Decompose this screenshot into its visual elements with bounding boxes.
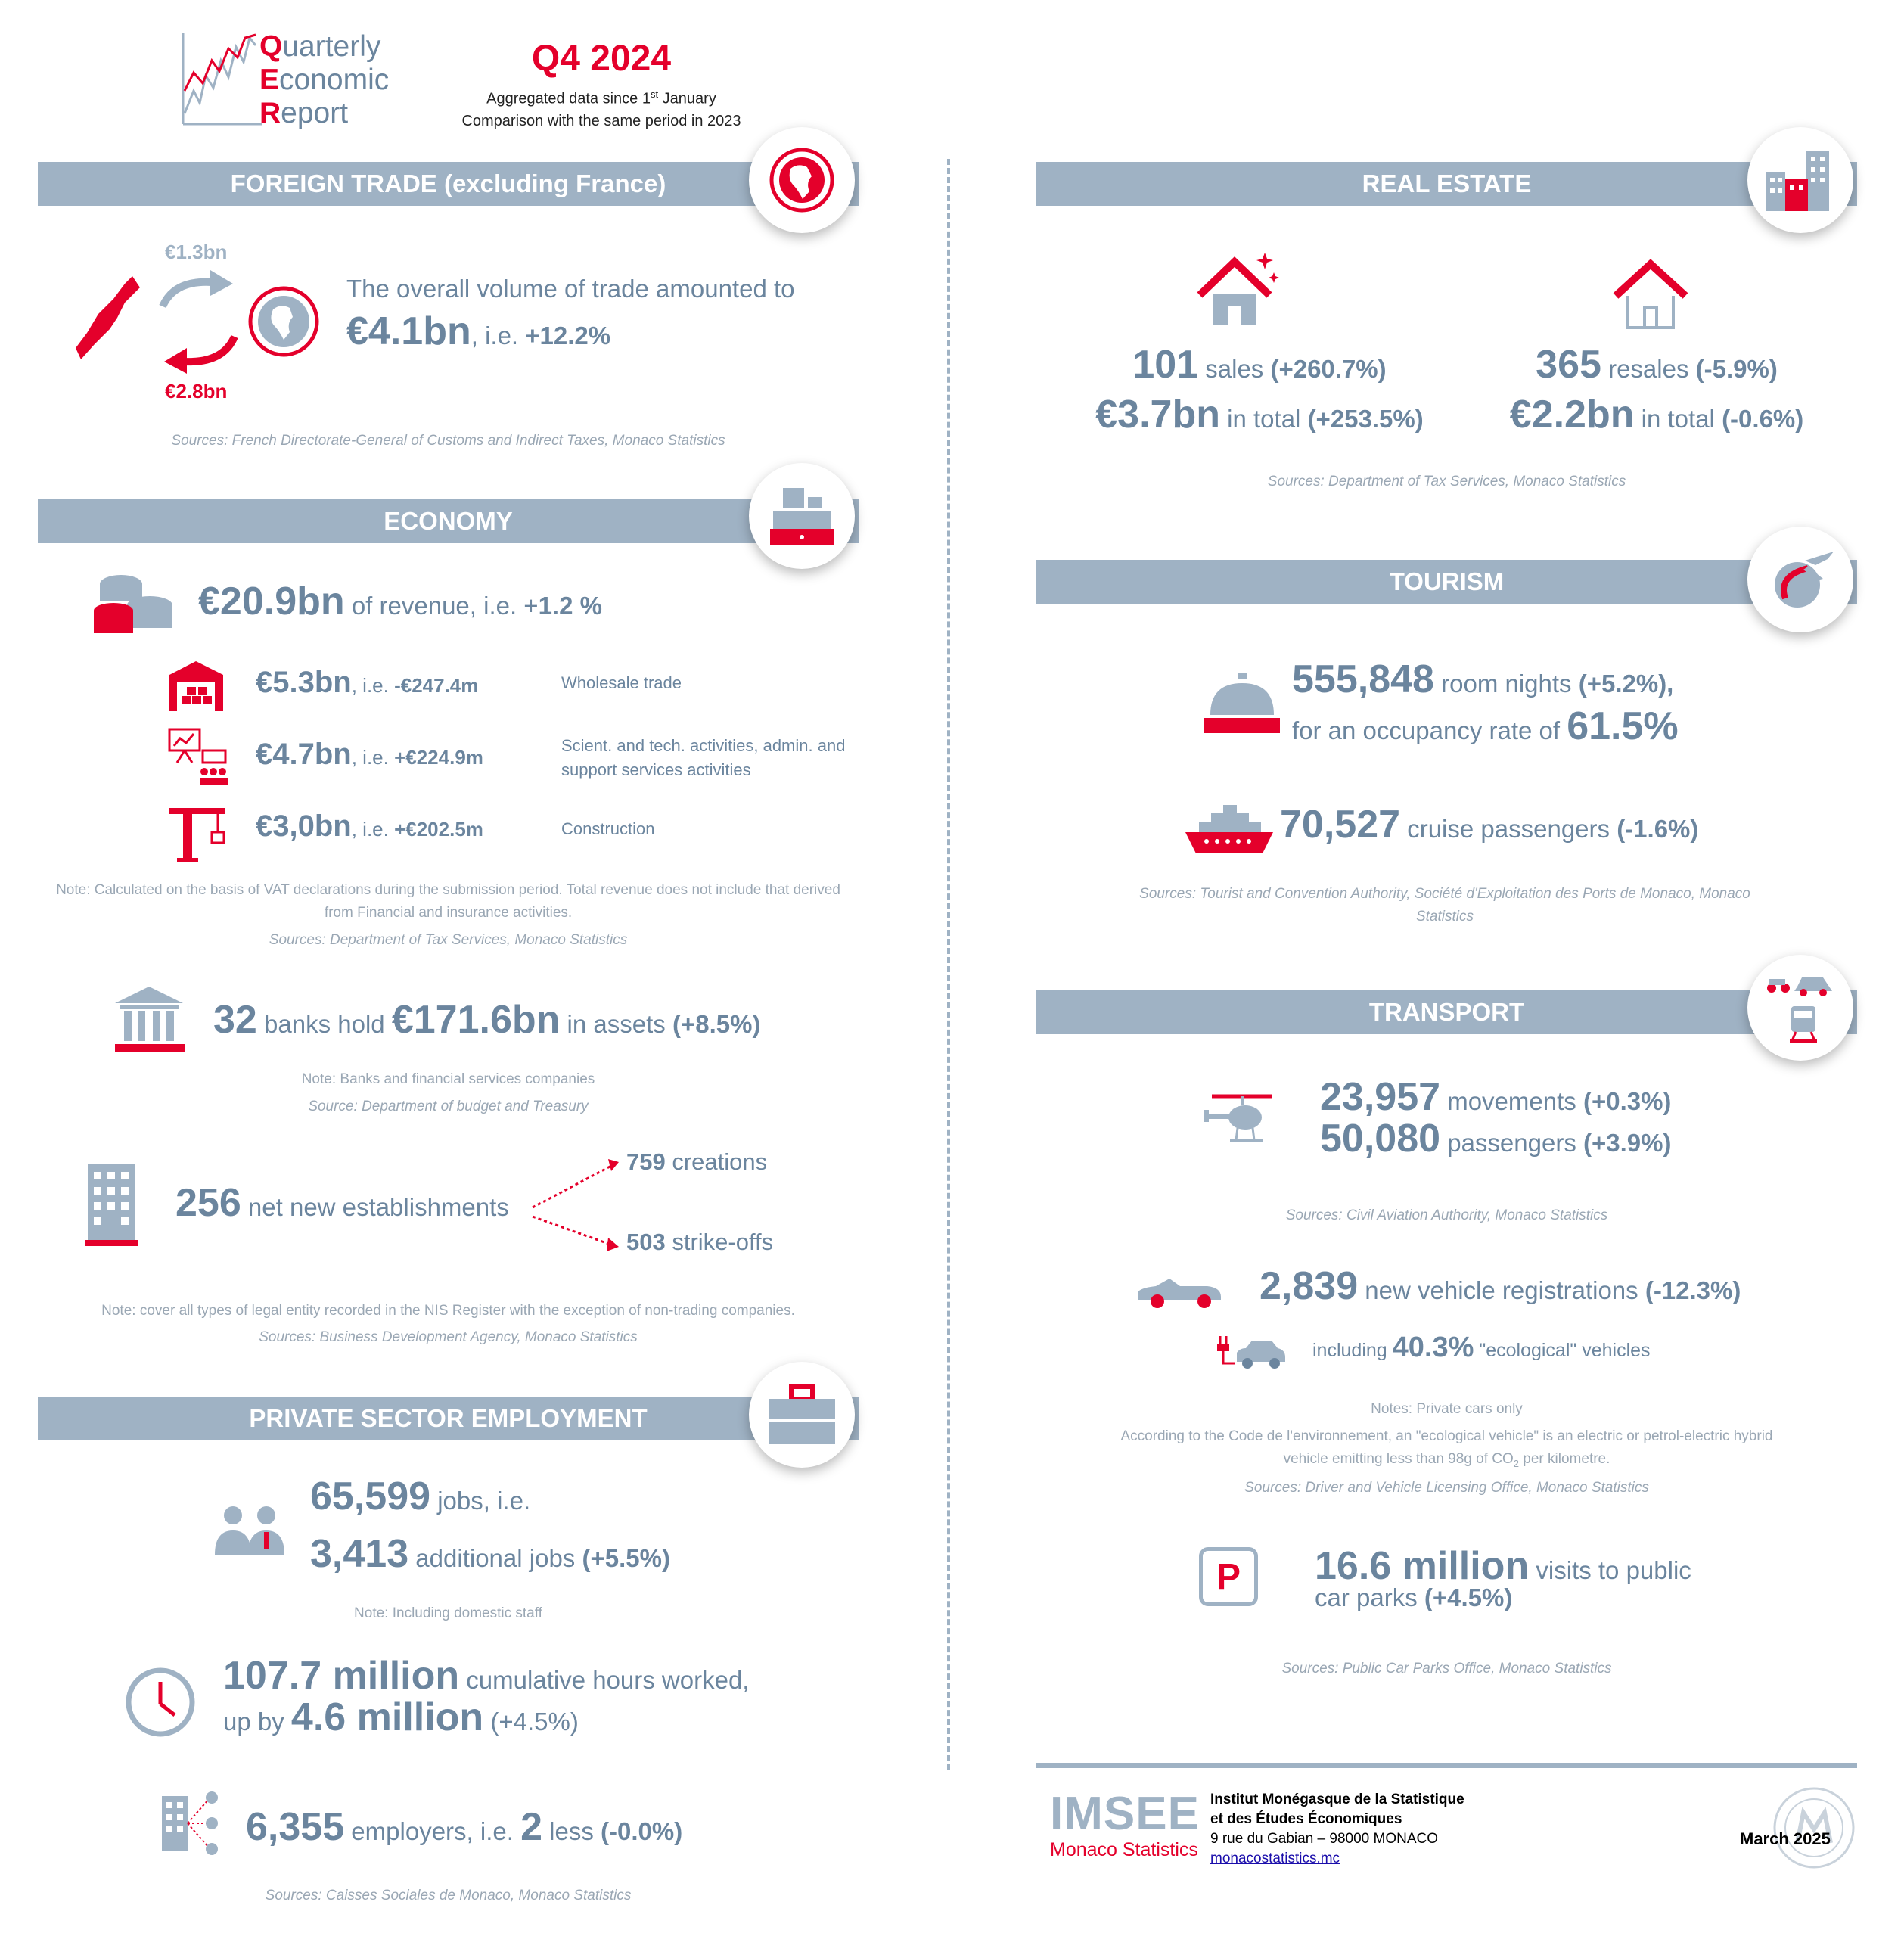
- banks-note: Note: Banks and financial services companies: [301, 1071, 595, 1087]
- economy-source: Sources: Department of Tax Services, Monaco Statistics: [269, 932, 628, 948]
- world-icon: [246, 284, 321, 359]
- footer-rule: [1036, 1763, 1857, 1768]
- import-value: €2.8bn: [165, 380, 228, 402]
- monaco-map-icon: [72, 272, 144, 363]
- report-subtitle-2: Comparison with the same period in 2023: [461, 112, 741, 129]
- org-name-2: et des Études Économiques: [1210, 1811, 1402, 1827]
- vehicles-note-2: According to the Code de l'environnement, an "ecological vehicle" is an electric or petrol-electric hybrid vehicle emitting less than 98g of $CO_2$ per kilometre.: [1120, 1428, 1773, 1469]
- vehicles-note-1: Notes: Private cars only: [1371, 1401, 1523, 1417]
- new-house-icon: [1195, 250, 1280, 329]
- report-logo: [180, 30, 422, 129]
- sales-line: 101 sales (+260.7%): [1132, 343, 1387, 387]
- logo-word-quarterly: uarterly: [282, 30, 381, 63]
- economy-revenue-line: €20.9bn of revenue, i.e. +1.2 %: [198, 580, 602, 623]
- employment-note: Note: Including domestic staff: [354, 1605, 542, 1621]
- logo-letter-r: R: [259, 97, 281, 129]
- creations-line: 759 creations: [626, 1148, 768, 1175]
- section-band-tourism: TOURISM: [1036, 560, 1857, 604]
- sector-construction-label: Construction: [561, 819, 655, 838]
- logo-word-economic: conomic: [279, 64, 390, 96]
- cash-register-section-icon: [749, 463, 855, 569]
- resale-house-icon: [1611, 253, 1690, 329]
- globe-section-icon: [749, 127, 855, 233]
- section-band-transport: TRANSPORT: [1036, 990, 1857, 1034]
- banks-source: Source: Department of budget and Treasury: [308, 1099, 589, 1114]
- sector-wholesale-value: €5.3bn, i.e. -€247.4m: [256, 666, 479, 699]
- travel-globe-section-icon: [1747, 527, 1853, 632]
- reception-bell-icon: [1203, 670, 1282, 738]
- export-arrow-icon: [159, 269, 235, 310]
- foreign-trade-source: Sources: French Directorate-General of Customs and Indirect Taxes, Monaco Statistics: [171, 433, 725, 449]
- section-band-economy: ECONOMY: [38, 499, 859, 543]
- buildings-section-icon: [1747, 127, 1853, 233]
- seal-icon: [1772, 1785, 1856, 1870]
- clock-icon: [125, 1667, 197, 1739]
- export-value: €1.3bn: [165, 241, 228, 263]
- sector-construction-value: €3,0bn, i.e. +€202.5m: [256, 810, 483, 843]
- report-date: March 2025: [1740, 1829, 1831, 1848]
- coins-icon: [91, 569, 178, 641]
- establishments-note: Note: cover all types of legal entity recorded in the NIS Register with the exception of non-trading companies.: [101, 1303, 795, 1319]
- vehicles-source: Sources: Driver and Vehicle Licensing Office, Monaco Statistics: [1244, 1480, 1649, 1496]
- movements-line: 23,957 movements (+0.3%): [1320, 1075, 1672, 1119]
- org-address: 9 rue du Gabian – 98000 MONACO: [1210, 1831, 1439, 1847]
- trade-total-line: €4.1bn, i.e. +12.2%: [346, 309, 611, 353]
- bank-icon: [113, 985, 185, 1053]
- parking-line-2: car parks (+4.5%): [1315, 1583, 1513, 1611]
- presentation-icon: [168, 728, 228, 788]
- jobs-line: 65,599 jobs, i.e.: [310, 1475, 531, 1518]
- vehicles-section-icon: [1747, 955, 1853, 1061]
- import-arrow-icon: [163, 333, 238, 374]
- report-period: Q4 2024: [531, 39, 672, 79]
- electric-car-icon: [1214, 1333, 1287, 1371]
- warehouse-icon: [168, 660, 225, 713]
- helicopter-icon: [1203, 1093, 1278, 1150]
- sector-scientific-value: €4.7bn, i.e. +€224.9m: [256, 738, 483, 771]
- briefcase-section-icon: [749, 1362, 855, 1468]
- economy-note: Note: Calculated on the basis of VAT declarations during the submission period. Total revenue does not include that derived from Financial and insurance activities.: [56, 882, 840, 921]
- cruise-line: 70,527 cruise passengers (-1.6%): [1280, 803, 1699, 847]
- cruise-ship-icon: [1184, 803, 1275, 856]
- org-name-1: Institut Monégasque de la Statistique: [1210, 1791, 1464, 1807]
- section-band-real-estate: REAL ESTATE: [1036, 162, 1857, 206]
- parking-line: 16.6 million visits to public: [1315, 1544, 1691, 1588]
- crane-icon: [168, 802, 228, 862]
- trade-volume-text: The overall volume of trade amounted to: [346, 275, 795, 303]
- report-subtitle-1: Aggregated data since 1st January: [486, 89, 716, 107]
- parking-source: Sources: Public Car Parks Office, Monaco Statistics: [1281, 1661, 1612, 1677]
- hours-line: 107.7 million cumulative hours worked,: [223, 1654, 750, 1698]
- employment-source: Sources: Caisses Sociales de Monaco, Monaco Statistics: [265, 1888, 632, 1903]
- resales-total-line: €2.2bn in total (-0.6%): [1509, 393, 1804, 437]
- section-band-foreign-trade: FOREIGN TRADE (excluding France): [38, 162, 859, 206]
- sector-wholesale-label: Wholesale trade: [561, 673, 682, 692]
- hours-increase-line: up by 4.6 million (+4.5%): [223, 1695, 579, 1739]
- banks-line: 32 banks hold €171.6bn in assets (+8.5%): [213, 998, 761, 1042]
- parking-icon: P: [1199, 1547, 1258, 1606]
- split-arrows-icon: [530, 1156, 620, 1254]
- logo-letter-q: Q: [259, 30, 283, 63]
- real-estate-source: Sources: Department of Tax Services, Monaco Statistics: [1267, 474, 1626, 489]
- ecological-line: including 40.3% "ecological" vehicles: [1312, 1332, 1651, 1363]
- establishments-line: 256 net new establishments: [175, 1181, 509, 1225]
- additional-jobs-line: 3,413 additional jobs (+5.5%): [310, 1532, 670, 1576]
- passengers-line: 50,080 passengers (+3.9%): [1320, 1117, 1672, 1161]
- imsee-brand: IMSEE: [1050, 1788, 1200, 1840]
- strikeoffs-line: 503 strike-offs: [626, 1229, 774, 1255]
- occupancy-line: for an occupancy rate of 61.5%: [1292, 704, 1679, 748]
- air-source: Sources: Civil Aviation Authority, Monaco Statistics: [1285, 1207, 1608, 1223]
- vehicles-line: 2,839 new vehicle registrations (-12.3%): [1259, 1264, 1741, 1308]
- office-building-icon: [83, 1161, 140, 1248]
- section-band-employment: PRIVATE SECTOR EMPLOYMENT: [38, 1397, 859, 1440]
- employers-network-icon: [159, 1787, 219, 1857]
- logo-letter-e: E: [259, 64, 280, 96]
- logo-word-report: eport: [281, 97, 349, 129]
- workers-icon: [212, 1502, 287, 1556]
- column-divider: [947, 159, 950, 1770]
- sector-scientific-label: Scient. and tech. activities, admin. and support services activities: [561, 736, 846, 779]
- chart-logo-icon: [180, 30, 263, 127]
- room-nights-line: 555,848 room nights (+5.2%),: [1292, 657, 1674, 701]
- imsee-logo: [1050, 1789, 1200, 1861]
- employers-line: 6,355 employers, i.e. 2 less (-0.0%): [246, 1805, 683, 1849]
- establishments-source: Sources: Business Development Agency, Monaco Statistics: [259, 1329, 638, 1345]
- sales-total-line: €3.7bn in total (+253.5%): [1095, 393, 1424, 437]
- resales-line: 365 resales (-5.9%): [1536, 343, 1778, 387]
- convertible-car-icon: [1135, 1271, 1224, 1309]
- tourism-source: Sources: Tourist and Convention Authority, Société d'Exploitation des Ports de Monaco, Monaco Statistics: [1139, 886, 1750, 924]
- website-link[interactable]: monacostatistics.mc: [1210, 1851, 1340, 1866]
- imsee-brand-sub: Monaco Statistics: [1050, 1839, 1198, 1860]
